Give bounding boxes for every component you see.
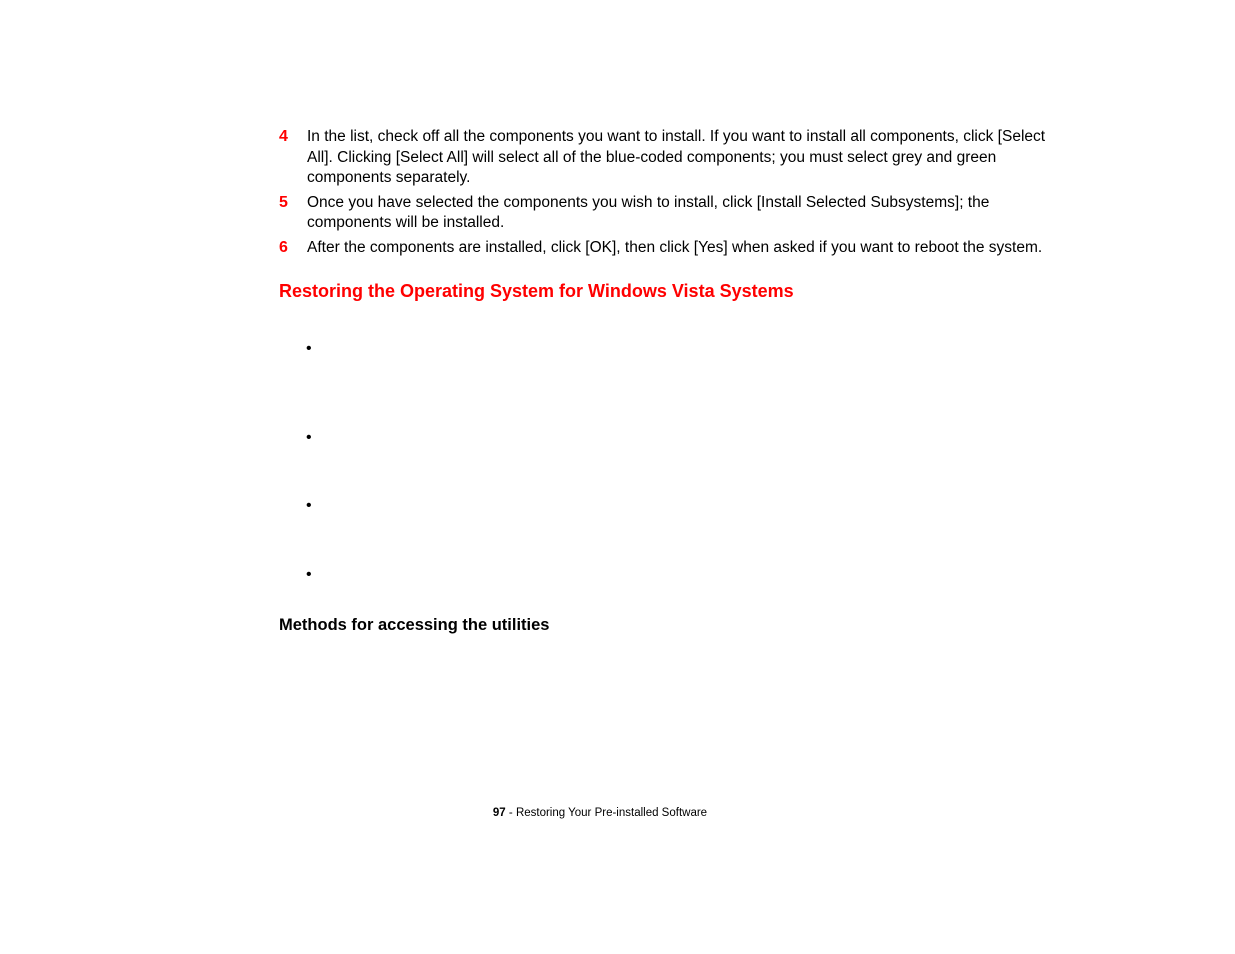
step-text: In the list, check off all the components you want to install. If you want to install all components, click [Select All]. Clicking [Select All] will select all of the blue-coded components; you must select grey and green components separately. (307, 128, 1046, 186)
step-text: After the components are installed, click [OK], then click [Yes] when asked if you want to reboot the system. (307, 238, 1043, 256)
footer-separator: - (505, 807, 516, 819)
step-number: 4 (279, 128, 288, 145)
section-title: Restoring the Operating System for Windows Vista Systems (279, 281, 794, 301)
step-4 (279, 127, 1059, 189)
bullet-point: • (306, 340, 312, 357)
bullet-point: • (306, 429, 312, 446)
bullet-point: • (306, 497, 312, 514)
step-text: Once you have selected the components you wish to install, click [Install Selected Subsystems]; the components will be installed. (307, 193, 990, 231)
page-number: 97 (492, 807, 506, 819)
step-6 (279, 238, 1059, 259)
numbered-steps (279, 127, 1059, 262)
bullet-point: • (306, 566, 312, 583)
subheading: Methods for accessing the utilities (279, 616, 550, 634)
step-number: 5 (279, 193, 288, 211)
page-footer (0, 806, 1200, 820)
step-number: 6 (279, 238, 288, 256)
step-5 (279, 193, 1059, 234)
footer-title: Restoring Your Pre-installed Software (515, 807, 708, 819)
